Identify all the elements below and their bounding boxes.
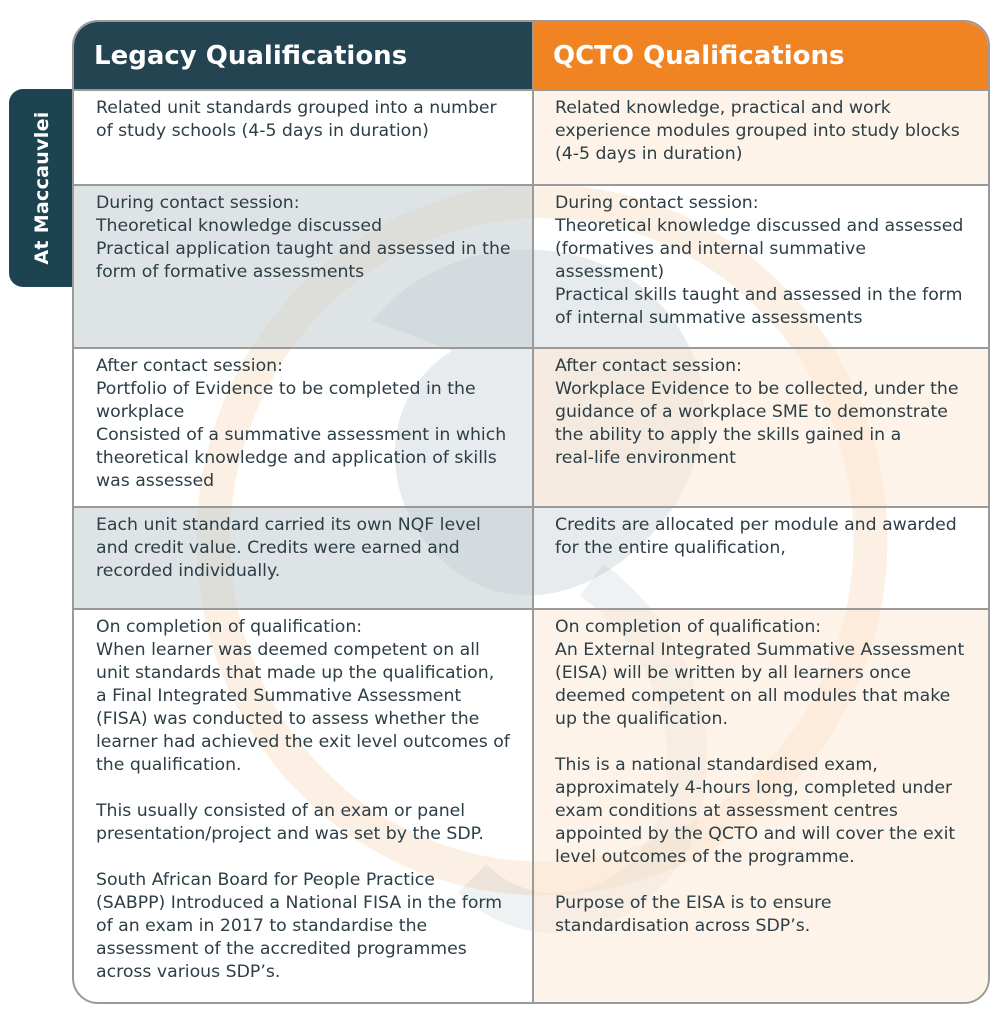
row1-qcto: Related knowledge, practical and work experience modules grouped into study blocks (4-5 days in duration): [533, 90, 990, 185]
legacy-header: Legacy Qualifications: [74, 22, 533, 90]
row4-qcto: Credits are allocated per module and awarded for the entire qualification,: [555, 515, 957, 558]
row-divider: [74, 608, 988, 610]
qcto-header: QCTO Qualifications: [533, 22, 990, 90]
row-divider: [74, 506, 988, 508]
row1-legacy: Related unit standards grouped into a number of study schools (4-5 days in duration): [96, 98, 497, 141]
comparison-table: [72, 20, 990, 1004]
row3-qcto: After contact session: Workplace Evidence to be collected, under the guidance of a workplace SME to demonstrate the ability to apply the skills gained in a real-life environment: [533, 348, 990, 507]
row-divider: [74, 184, 988, 186]
row-divider: [74, 347, 988, 349]
row2-qcto: During contact session: Theoretical knowledge discussed and assessed (formatives and internal summative assessment) Practical skills taught and assessed in the form of internal summative assessments: [555, 193, 964, 328]
row5-qcto: On completion of qualification: An External Integrated Summative Assessment (EISA) will be written by all learners once deemed competent on all modules that make up the qualification. This is a national standardised exam, approximately 4-hours long, completed under exam conditions at assessment centres appointed by the QCTO and will cover the exit level outcomes of the programme. Purpose of the EISA is to ensure standardisation across SDP’s.: [533, 609, 990, 1004]
side-tab: [9, 89, 75, 287]
row-divider: [74, 89, 988, 91]
side-tab-label: At Maccauvlei: [31, 111, 53, 265]
row5-legacy: On completion of qualification: When learner was deemed competent on all unit standards that made up the qualification, a Final Integrated Summative Assessment (FISA) was conducted to assess whether the learner had achieved the exit level outcomes of the qualification. This usually consisted of an exam or panel presentation/project and was set by the SDP. South African Board for People Practice (SABPP) Introduced a National FISA in the form of an exam in 2017 to standardise the assessment of the accredited programmes across various SDP’s.: [96, 617, 510, 982]
row3-legacy: After contact session: Portfolio of Evidence to be completed in the workplace Consisted of a summative assessment in which theoretical knowledge and application of skills was assessed: [96, 356, 507, 491]
column-divider: [532, 22, 534, 1002]
row2-legacy: During contact session: Theoretical knowledge discussed Practical application taught and assessed in the form of formative assessments: [74, 185, 533, 348]
row4-legacy: Each unit standard carried its own NQF level and credit value. Credits were earned and recorded individually.: [74, 507, 533, 609]
